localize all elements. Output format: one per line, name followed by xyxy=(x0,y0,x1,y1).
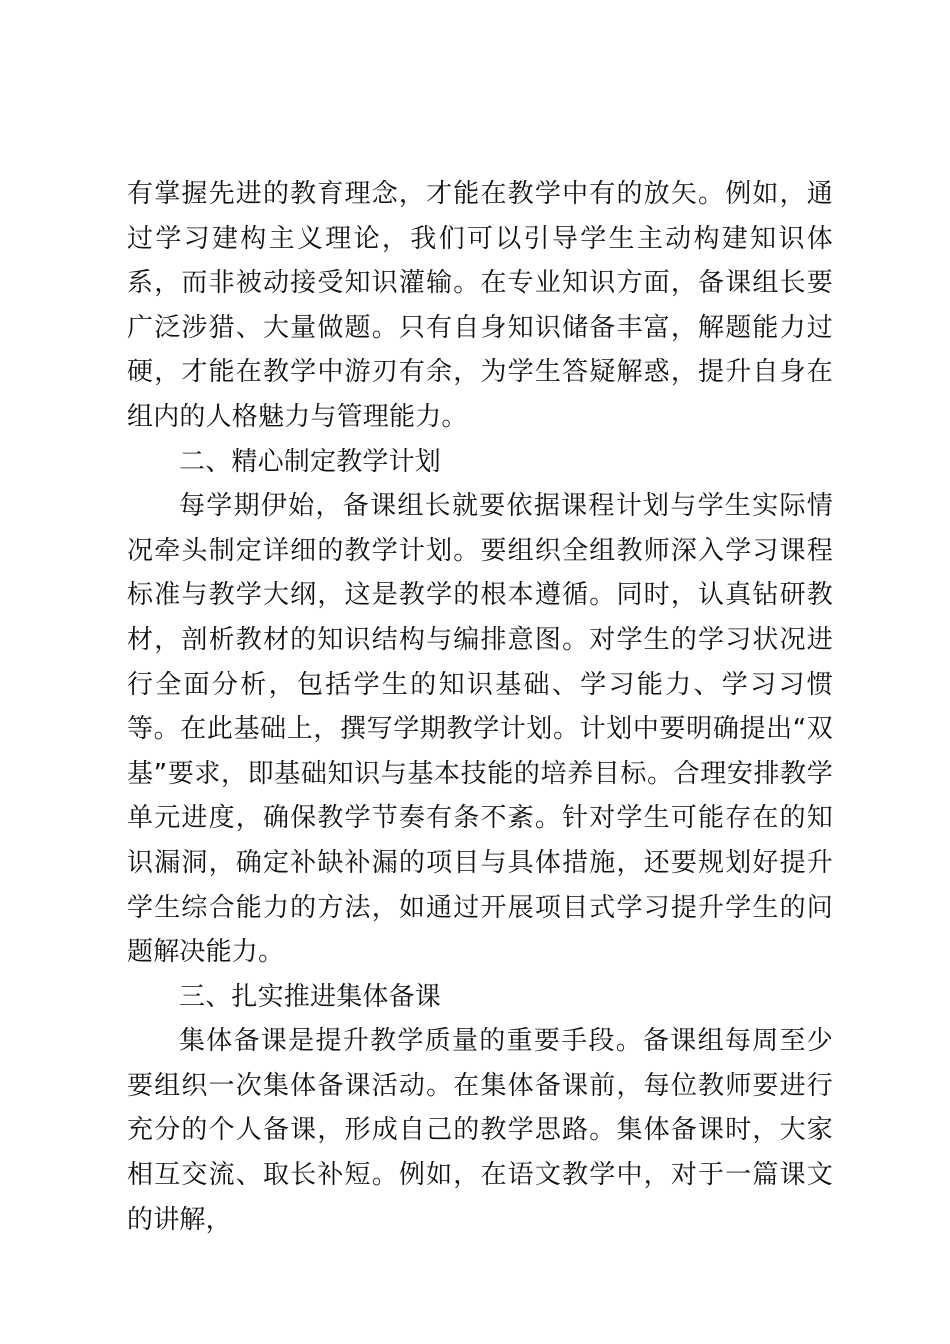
paragraph-collective-prep: 集体备课是提升教学质量的重要手段。备课组每周至少要组织一次集体备课活动。在集体备课前，每位教师要进行充分的个人备课，形成自己的教学思路。集体备课时，大家相互交流、取长补短。例如，在语文教学中，对于一篇课文的讲解， xyxy=(127,1026,833,1235)
document-body xyxy=(127,172,833,1242)
section-heading-3: 三、扎实推进集体备课 xyxy=(179,981,442,1012)
paragraph-teaching-plan: 每学期伊始，备课组长就要依据课程计划与学生实际情况牵头制定详细的教学计划。要组织全组教师深入学习课程标准与教学大纲，这是教学的根本遵循。同时，认真钻研教材，剖析教材的知识结构与编排意图。对学生的学习状况进行全面分析，包括学生的知识基础、学习能力、学习习惯等。在此基础上，撰写学期教学计划。计划中要明确提出“双基”要求，即基础知识与基本技能的培养目标。合理安排教学单元进度，确保教学节奏有条不紊。针对学生可能存在的知识漏洞，确定补缺补漏的项目与具体措施，还要规划好提升学生综合能力的方法，如通过开展项目式学习提升学生的问题解决能力。 xyxy=(127,491,833,968)
paragraph-continuation: 有掌握先进的教育理念，才能在教学中有的放矢。例如，通过学习建构主义理论，我们可以引导学生主动构建知识体系，而非被动接受知识灌输。在专业知识方面，备课组长要广泛涉猎、大量做题。只有自身知识储备丰富，解题能力过硬，才能在教学中游刃有余，为学生答疑解惑，提升自身在组内的人格魅力与管理能力。 xyxy=(127,179,833,432)
section-heading-2: 二、精心制定教学计划 xyxy=(179,446,442,477)
